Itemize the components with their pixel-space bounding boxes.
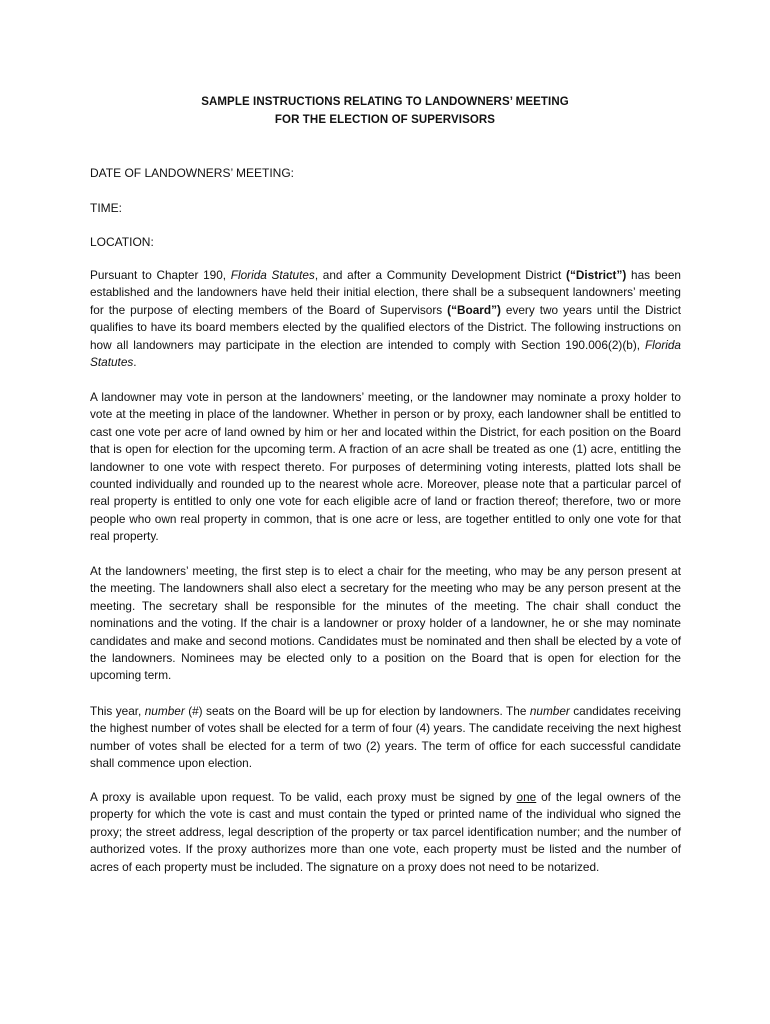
text-run: Pursuant to Chapter 190,: [90, 268, 231, 282]
text-run: candidates receiving the highest number of votes shall be elected for a term of four (4) years. The candidate receiving the next highest number of votes shall be elected for a term of two (2) years. The term of office for each successful candidate shall commence upon election.: [90, 704, 681, 771]
text-run: has been established and the landowners have held their initial election, there shall be a subsequent landowners’ meeting for the purpose of electing members of the Board of Supervisors: [90, 268, 681, 317]
citation-italic: Florida Statutes: [230, 268, 315, 282]
document-title-line-2: FOR THE ELECTION OF SUPERVISORS: [274, 114, 496, 126]
text-run: This year,: [90, 704, 145, 718]
text-run: every two years until the District qualifies to have its board members elected by the qualified electors of the District. The following instructions on how all landowners may participate in the election are intended to comply with Section 190.006(2)(b),: [90, 302, 681, 352]
placeholder-italic: number: [144, 704, 185, 718]
text-run: of the legal owners of the property for which the vote is cast and must contain the typed or printed name of the individual who signed the proxy; the street address, legal description of the property or tax parcel identification number; and the number of authorized votes. If the proxy authorizes more than one vote, each property must be listed and the number of acres of each property must be included. The signature on a proxy does not need to be notarized.: [90, 790, 681, 874]
paragraph-proxy: [90, 789, 681, 876]
meeting-time-label: TIME:: [90, 201, 122, 215]
meeting-date-label: DATE OF LANDOWNERS’ MEETING:: [90, 166, 295, 180]
text-run: A proxy is available upon request. To be valid, each proxy must be signed by: [90, 790, 517, 804]
paragraph-meeting-procedure: At the landowners’ meeting, the first step is to elect a chair for the meeting, who may be any person present at the meeting. The landowners shall also elect a secretary for the meeting who may be any person present at the meeting. The secretary shall be responsible for the minutes of the meeting. The chair shall conduct the nominations and the voting. If the chair is a landowner or proxy holder of a landowner, he or she may nominate candidates and make and second motions. Candidates must be nominated and then shall be elected by a vote of the landowners. Nominees may be elected only to a position on the Board that is open for election for the upcoming term.: [90, 564, 681, 683]
document-title-line-1: SAMPLE INSTRUCTIONS RELATING TO LANDOWNERS’ MEETING: [201, 96, 569, 108]
defined-term-board: (“Board”): [447, 302, 501, 317]
citation-italic: Florida Statutes: [90, 337, 681, 370]
meeting-location-label: LOCATION:: [90, 235, 154, 249]
defined-term-district: (“District”): [566, 268, 627, 282]
paragraph-seats: [90, 703, 681, 773]
text-run: (#) seats on the Board will be up for election by landowners. The: [184, 704, 530, 718]
text-run: .: [133, 355, 137, 370]
placeholder-italic: number: [529, 704, 570, 718]
text-run: , and after a Community Development District: [314, 268, 567, 282]
paragraph-statute: [90, 267, 681, 371]
underlined-word: one: [516, 790, 537, 804]
paragraph-voting-rights: A landowner may vote in person at the landowners’ meeting, or the landowner may nominate a proxy holder to vote at the meeting in place of the landowner. Whether in person or by proxy, each landowner shall be entitled to cast one vote per acre of land owned by him or her and located within the District, for each position on the Board that is open for election for the upcoming term. A fraction of an acre shall be treated as one (1) acre, entitling the landowner to one vote with respect thereto. For purposes of determining voting interests, platted lots shall be counted individually and rounded up to the nearest whole acre. Moreover, please note that a particular parcel of real property is entitled to only one vote for each eligible acre of land or fraction thereof; therefore, two or more people who own real property in common, that is one acre or less, are together entitled to only one vote for that real property.: [90, 390, 681, 544]
